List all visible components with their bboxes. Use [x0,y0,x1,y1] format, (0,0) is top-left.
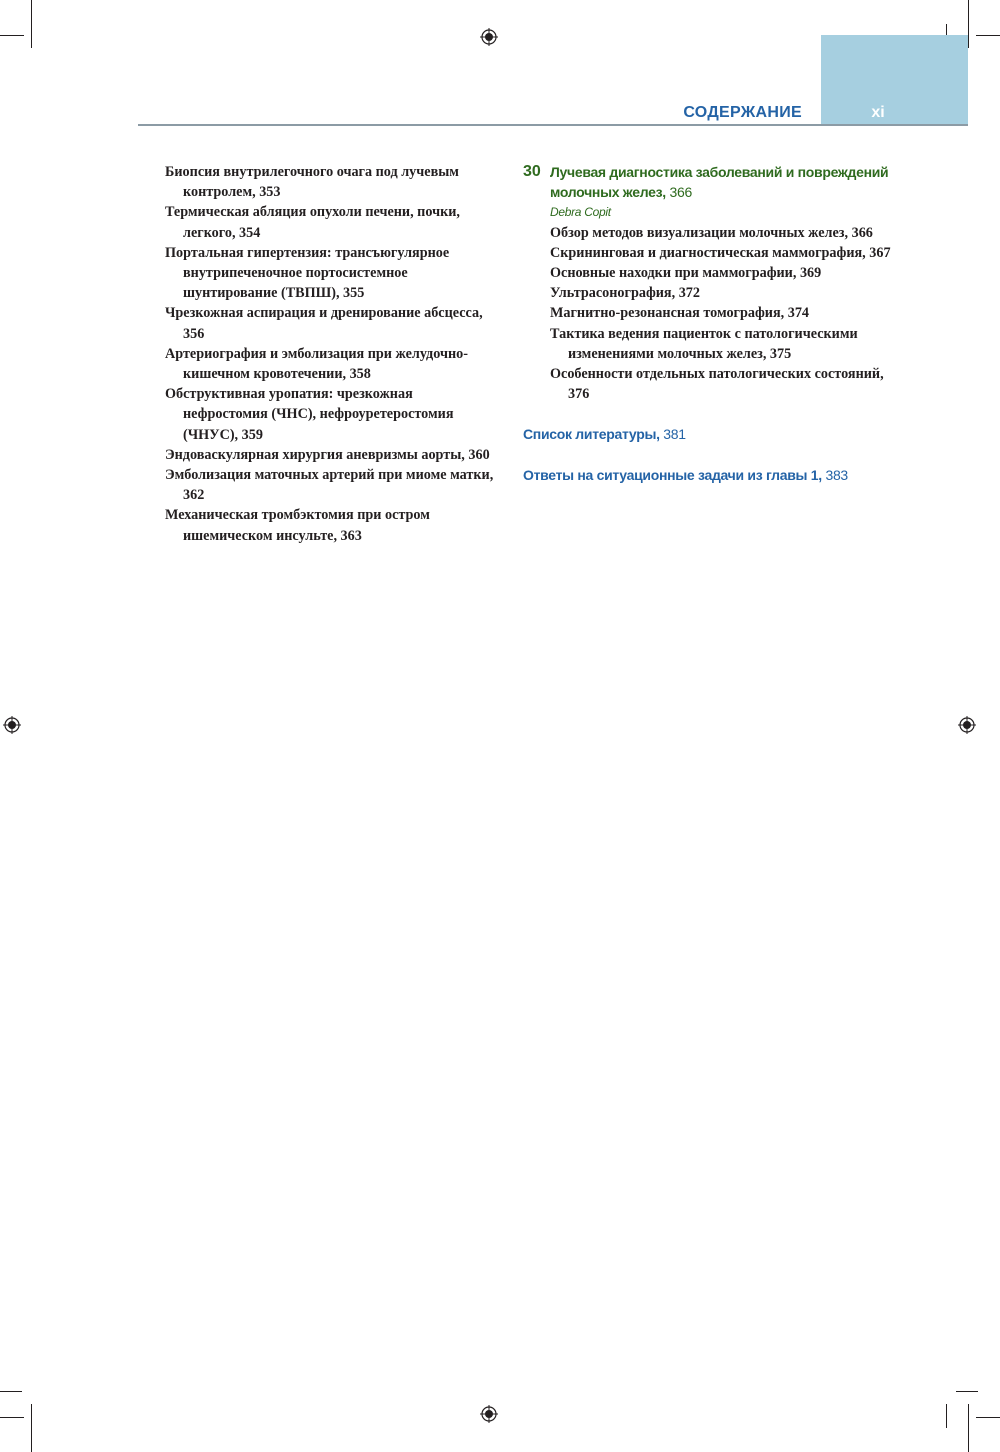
crop-mark [0,1417,24,1418]
toc-entry[interactable]: Особенности отдельных патологических состояний, 376 [550,366,884,403]
header-rule [138,124,968,126]
section-page: 383 [825,466,848,483]
toc-left-column [165,162,495,546]
toc-entry[interactable]: Тактика ведения пациенток с патологическими изменениями молочных желез, 375 [550,325,858,362]
crop-mark [31,1404,32,1452]
toc-entry[interactable]: Ультрасонография, 372 [550,285,700,302]
toc-entry[interactable]: Артериография и эмболизация при желудочно-кишечном кровотечении, 358 [165,345,468,383]
toc-entry[interactable]: Основные находки при маммографии, 369 [550,265,822,282]
crop-mark [968,1404,969,1452]
section-title: Ответы на ситуационные задачи из главы 1, [523,466,822,483]
crop-mark [946,1404,947,1428]
registration-mark-icon [480,1405,498,1423]
crop-mark [956,1391,978,1392]
toc-entry[interactable]: Скрининговая и диагностическая маммография, 367 [550,244,891,261]
crop-mark [0,35,24,36]
header-color-box [821,35,968,126]
crop-mark [968,0,969,48]
crop-mark [976,35,1000,36]
page-number: xi [871,104,885,121]
toc-entry[interactable]: Портальная гипертензия: трансъюгулярное внутрипеченочное портосистемное шунтирование (ТВПШ), 355 [165,244,450,302]
toc-entry[interactable]: Биопсия внутрилегочного очага под лучевым контролем, 353 [165,164,459,201]
section-references[interactable] [523,424,893,444]
section-page: 381 [663,426,686,443]
chapter-author: Debra Copit [550,205,611,220]
section-title: Список литературы, [523,426,660,443]
section-answers[interactable] [523,465,893,485]
registration-mark-icon [480,28,498,46]
toc-entry[interactable]: Эмболизация маточных артерий при миоме матки, 362 [165,467,494,504]
chapter-heading[interactable] [523,162,893,223]
registration-mark-icon [958,716,976,734]
toc-entry[interactable]: Чрезкожная аспирация и дренирование абсцесса, 356 [165,305,483,342]
toc-entry[interactable]: Термическая абляция опухоли печени, почки, легкого, 354 [165,204,460,241]
chapter-title: Лучевая диагностика заболеваний и повреждений молочных желез, [550,164,889,201]
registration-mark-icon [3,716,21,734]
toc-entry[interactable]: Обструктивная уропатия: чрезкожная нефростомия (ЧНС), нефроуретеростомия (ЧНУС), 359 [165,386,454,443]
toc-entry[interactable]: Механическая тромбэктомия при остром ишемическом инсульте, 363 [165,507,430,544]
crop-mark [31,0,32,48]
toc-right-column [523,162,893,485]
toc-entry[interactable]: Обзор методов визуализации молочных желез, 366 [550,224,873,241]
crop-mark [976,1417,1000,1418]
running-header-title: СОДЕРЖАНИЕ [683,104,802,121]
toc-entry[interactable]: Эндоваскулярная хирургия аневризмы аорты, 360 [165,446,490,463]
toc-entry[interactable]: Магнитно-резонансная томография, 374 [550,305,810,322]
crop-mark [0,1391,22,1392]
chapter-number: 30 [523,163,541,180]
chapter-page: 366 [669,184,692,201]
chapter-title-line [550,162,893,202]
